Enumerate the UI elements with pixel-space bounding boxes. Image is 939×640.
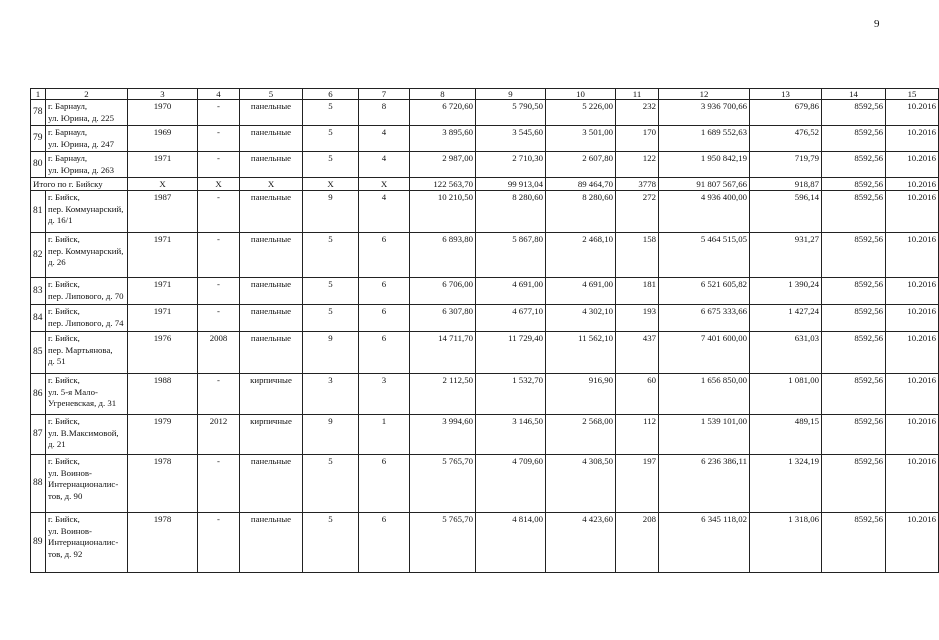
cell-c15: 10.2016 bbox=[886, 126, 939, 152]
cell-rec: - bbox=[198, 100, 240, 126]
cell-c12: 3 936 700,66 bbox=[659, 100, 750, 126]
cell-c12: 1 950 842,19 bbox=[659, 152, 750, 178]
col-header: 1 bbox=[31, 89, 46, 100]
cell-a8: 6 893,80 bbox=[410, 233, 476, 278]
cell-year: 1969 bbox=[128, 126, 198, 152]
table-row bbox=[31, 415, 939, 455]
cell-floors: 5 bbox=[303, 100, 359, 126]
cell-entr: 6 bbox=[359, 455, 410, 513]
cell-rec: - bbox=[198, 126, 240, 152]
cell-entr: 6 bbox=[359, 513, 410, 573]
cell-floors: 5 bbox=[303, 233, 359, 278]
cell-c14: 8592,56 bbox=[822, 100, 886, 126]
cell-a10: 4 308,50 bbox=[546, 455, 616, 513]
cell-floors: 3 bbox=[303, 374, 359, 415]
cell-c14: 8592,56 bbox=[822, 126, 886, 152]
cell-rec: 2008 bbox=[198, 332, 240, 374]
cell-wall: кирпичные bbox=[240, 415, 303, 455]
address-cell: г. Барнаул, ул. Юрина, д. 225 bbox=[46, 100, 128, 126]
cell-a9: 4 691,00 bbox=[476, 278, 546, 305]
cell-c15: 10.2016 bbox=[886, 152, 939, 178]
cell-c15: 10.2016 bbox=[886, 332, 939, 374]
cell-a10: 2 568,00 bbox=[546, 415, 616, 455]
table-row bbox=[31, 513, 939, 573]
cell-a8: 6 706,00 bbox=[410, 278, 476, 305]
cell-c14: 8592,56 bbox=[822, 191, 886, 233]
address-cell: г. Бийск, пер. Коммунарский, д. 26 bbox=[46, 233, 128, 278]
table-row bbox=[31, 152, 939, 178]
cell-wall: панельные bbox=[240, 305, 303, 332]
cell-floors: 5 bbox=[303, 126, 359, 152]
cell-c14: 8592,56 bbox=[822, 415, 886, 455]
housing-register-table bbox=[30, 88, 939, 573]
cell-a9: 4 814,00 bbox=[476, 513, 546, 573]
cell-entr: 1 bbox=[359, 415, 410, 455]
cell-c14: 8592,56 bbox=[822, 233, 886, 278]
cell-c13: 1 318,06 bbox=[750, 513, 822, 573]
cell-c11: 208 bbox=[616, 513, 659, 573]
cell-year: 1971 bbox=[128, 152, 198, 178]
cell-c13: 596,14 bbox=[750, 191, 822, 233]
cell-a9: 99 913,04 bbox=[476, 178, 546, 191]
cell-c14: 8592,56 bbox=[822, 305, 886, 332]
col-header: 9 bbox=[476, 89, 546, 100]
cell-c14: 8592,56 bbox=[822, 332, 886, 374]
cell-floors: 5 bbox=[303, 152, 359, 178]
table-row bbox=[31, 278, 939, 305]
cell-floors: 5 bbox=[303, 455, 359, 513]
cell-c11: 3778 bbox=[616, 178, 659, 191]
cell-a10: 2 468,10 bbox=[546, 233, 616, 278]
table-row bbox=[31, 332, 939, 374]
cell-c11: 193 bbox=[616, 305, 659, 332]
cell-year: 1987 bbox=[128, 191, 198, 233]
cell-rec: 2012 bbox=[198, 415, 240, 455]
col-header: 11 bbox=[616, 89, 659, 100]
address-cell: г. Бийск, ул. Воинов- Интернационалис- тов, д. 92 bbox=[46, 513, 128, 573]
address-cell: г. Бийск, пер. Липового, д. 74 bbox=[46, 305, 128, 332]
cell-floors: 9 bbox=[303, 332, 359, 374]
total-row bbox=[31, 178, 939, 191]
cell-year: 1970 bbox=[128, 100, 198, 126]
cell-c11: 170 bbox=[616, 126, 659, 152]
cell-year: 1971 bbox=[128, 305, 198, 332]
address-cell: г. Бийск, ул. 5-я Мало- Угреневская, д. 31 bbox=[46, 374, 128, 415]
cell-a10: 2 607,80 bbox=[546, 152, 616, 178]
cell-a10: 5 226,00 bbox=[546, 100, 616, 126]
cell-a8: 122 563,70 bbox=[410, 178, 476, 191]
cell-year: 1976 bbox=[128, 332, 198, 374]
cell-c15: 10.2016 bbox=[886, 100, 939, 126]
table-row bbox=[31, 455, 939, 513]
row-number: 80 bbox=[31, 152, 46, 178]
cell-c14: 8592,56 bbox=[822, 513, 886, 573]
row-number: 81 bbox=[31, 191, 46, 233]
cell-year: 1971 bbox=[128, 233, 198, 278]
row-number: 83 bbox=[31, 278, 46, 305]
address-cell: г. Бийск, пер. Мартьянова, д. 51 bbox=[46, 332, 128, 374]
row-number: 89 bbox=[31, 513, 46, 573]
cell-entr: 6 bbox=[359, 332, 410, 374]
row-number: 79 bbox=[31, 126, 46, 152]
cell-floors: X bbox=[303, 178, 359, 191]
cell-c15: 10.2016 bbox=[886, 191, 939, 233]
cell-a8: 6 307,80 bbox=[410, 305, 476, 332]
col-header: 14 bbox=[822, 89, 886, 100]
cell-floors: 9 bbox=[303, 415, 359, 455]
cell-c15: 10.2016 bbox=[886, 278, 939, 305]
cell-c15: 10.2016 bbox=[886, 455, 939, 513]
cell-c12: 6 521 605,82 bbox=[659, 278, 750, 305]
cell-a8: 3 895,60 bbox=[410, 126, 476, 152]
cell-year: 1971 bbox=[128, 278, 198, 305]
cell-entr: X bbox=[359, 178, 410, 191]
cell-a10: 11 562,10 bbox=[546, 332, 616, 374]
cell-a10: 4 423,60 bbox=[546, 513, 616, 573]
cell-c13: 1 324,19 bbox=[750, 455, 822, 513]
cell-c12: 6 675 333,66 bbox=[659, 305, 750, 332]
table-row bbox=[31, 233, 939, 278]
page-number: 9 bbox=[874, 18, 880, 30]
cell-c12: 1 539 101,00 bbox=[659, 415, 750, 455]
cell-rec: - bbox=[198, 278, 240, 305]
cell-year: 1978 bbox=[128, 513, 198, 573]
address-cell: г. Барнаул, ул. Юрина, д. 263 bbox=[46, 152, 128, 178]
cell-c12: 1 689 552,63 bbox=[659, 126, 750, 152]
table-row bbox=[31, 374, 939, 415]
col-header: 10 bbox=[546, 89, 616, 100]
cell-a10: 3 501,00 bbox=[546, 126, 616, 152]
cell-entr: 4 bbox=[359, 152, 410, 178]
col-header: 5 bbox=[240, 89, 303, 100]
cell-wall: панельные bbox=[240, 332, 303, 374]
cell-year: 1978 bbox=[128, 455, 198, 513]
cell-c15: 10.2016 bbox=[886, 305, 939, 332]
cell-rec: - bbox=[198, 455, 240, 513]
cell-a9: 3 146,50 bbox=[476, 415, 546, 455]
row-number: 78 bbox=[31, 100, 46, 126]
col-header: 8 bbox=[410, 89, 476, 100]
cell-rec: - bbox=[198, 305, 240, 332]
cell-rec: - bbox=[198, 233, 240, 278]
address-cell: г. Бийск, ул. В.Максимовой, д. 21 bbox=[46, 415, 128, 455]
cell-entr: 6 bbox=[359, 233, 410, 278]
cell-entr: 3 bbox=[359, 374, 410, 415]
cell-a8: 5 765,70 bbox=[410, 513, 476, 573]
table-row bbox=[31, 126, 939, 152]
cell-a9: 5 790,50 bbox=[476, 100, 546, 126]
cell-a9: 5 867,80 bbox=[476, 233, 546, 278]
cell-c15: 10.2016 bbox=[886, 415, 939, 455]
cell-a10: 4 302,10 bbox=[546, 305, 616, 332]
cell-floors: 5 bbox=[303, 513, 359, 573]
cell-year: 1988 bbox=[128, 374, 198, 415]
col-header: 13 bbox=[750, 89, 822, 100]
cell-c12: 7 401 600,00 bbox=[659, 332, 750, 374]
cell-wall: панельные bbox=[240, 233, 303, 278]
address-cell: г. Бийск, пер. Коммунарский, д. 16/1 bbox=[46, 191, 128, 233]
col-header: 15 bbox=[886, 89, 939, 100]
col-header: 7 bbox=[359, 89, 410, 100]
cell-wall: панельные bbox=[240, 191, 303, 233]
cell-entr: 6 bbox=[359, 305, 410, 332]
cell-a8: 3 994,60 bbox=[410, 415, 476, 455]
cell-c12: 5 464 515,05 bbox=[659, 233, 750, 278]
cell-a9: 4 677,10 bbox=[476, 305, 546, 332]
cell-a8: 10 210,50 bbox=[410, 191, 476, 233]
cell-c13: 489,15 bbox=[750, 415, 822, 455]
cell-floors: 5 bbox=[303, 278, 359, 305]
cell-wall: панельные bbox=[240, 455, 303, 513]
cell-c11: 232 bbox=[616, 100, 659, 126]
cell-a10: 4 691,00 bbox=[546, 278, 616, 305]
column-number-row bbox=[31, 89, 939, 100]
cell-a10: 916,90 bbox=[546, 374, 616, 415]
col-header: 3 bbox=[128, 89, 198, 100]
cell-c14: 8592,56 bbox=[822, 152, 886, 178]
cell-c13: 631,03 bbox=[750, 332, 822, 374]
cell-rec: - bbox=[198, 191, 240, 233]
cell-a8: 6 720,60 bbox=[410, 100, 476, 126]
cell-a8: 2 112,50 bbox=[410, 374, 476, 415]
cell-c12: 1 656 850,00 bbox=[659, 374, 750, 415]
cell-c11: 60 bbox=[616, 374, 659, 415]
cell-c11: 181 bbox=[616, 278, 659, 305]
cell-c11: 112 bbox=[616, 415, 659, 455]
cell-c11: 437 bbox=[616, 332, 659, 374]
cell-a8: 14 711,70 bbox=[410, 332, 476, 374]
cell-c15: 10.2016 bbox=[886, 374, 939, 415]
cell-c11: 272 bbox=[616, 191, 659, 233]
col-header: 12 bbox=[659, 89, 750, 100]
cell-c13: 1 427,24 bbox=[750, 305, 822, 332]
cell-wall: кирпичные bbox=[240, 374, 303, 415]
cell-wall: панельные bbox=[240, 152, 303, 178]
cell-year: X bbox=[128, 178, 198, 191]
cell-wall: панельные bbox=[240, 126, 303, 152]
cell-c15: 10.2016 bbox=[886, 233, 939, 278]
cell-floors: 5 bbox=[303, 305, 359, 332]
cell-entr: 8 bbox=[359, 100, 410, 126]
total-label: Итого по г. Бийску bbox=[31, 178, 128, 191]
cell-rec: X bbox=[198, 178, 240, 191]
row-number: 82 bbox=[31, 233, 46, 278]
cell-c13: 918,87 bbox=[750, 178, 822, 191]
cell-c14: 8592,56 bbox=[822, 278, 886, 305]
cell-wall: панельные bbox=[240, 278, 303, 305]
cell-c14: 8592,56 bbox=[822, 374, 886, 415]
cell-a9: 11 729,40 bbox=[476, 332, 546, 374]
cell-c14: 8592,56 bbox=[822, 455, 886, 513]
cell-a9: 4 709,60 bbox=[476, 455, 546, 513]
cell-c14: 8592,56 bbox=[822, 178, 886, 191]
cell-c13: 679,86 bbox=[750, 100, 822, 126]
cell-c13: 1 390,24 bbox=[750, 278, 822, 305]
row-number: 87 bbox=[31, 415, 46, 455]
col-header: 4 bbox=[198, 89, 240, 100]
cell-rec: - bbox=[198, 152, 240, 178]
cell-a9: 8 280,60 bbox=[476, 191, 546, 233]
row-number: 86 bbox=[31, 374, 46, 415]
row-number: 85 bbox=[31, 332, 46, 374]
cell-a10: 8 280,60 bbox=[546, 191, 616, 233]
cell-a8: 2 987,00 bbox=[410, 152, 476, 178]
cell-c11: 158 bbox=[616, 233, 659, 278]
cell-a9: 2 710,30 bbox=[476, 152, 546, 178]
cell-wall: панельные bbox=[240, 513, 303, 573]
cell-c15: 10.2016 bbox=[886, 513, 939, 573]
cell-wall: X bbox=[240, 178, 303, 191]
cell-rec: - bbox=[198, 513, 240, 573]
cell-floors: 9 bbox=[303, 191, 359, 233]
address-cell: г. Бийск, пер. Липового, д. 70 bbox=[46, 278, 128, 305]
table-row bbox=[31, 100, 939, 126]
cell-c13: 1 081,00 bbox=[750, 374, 822, 415]
cell-c15: 10.2016 bbox=[886, 178, 939, 191]
cell-c13: 476,52 bbox=[750, 126, 822, 152]
col-header: 2 bbox=[46, 89, 128, 100]
cell-c12: 6 345 118,02 bbox=[659, 513, 750, 573]
cell-c11: 197 bbox=[616, 455, 659, 513]
cell-c11: 122 bbox=[616, 152, 659, 178]
cell-c12: 4 936 400,00 bbox=[659, 191, 750, 233]
cell-entr: 4 bbox=[359, 126, 410, 152]
cell-c13: 719,79 bbox=[750, 152, 822, 178]
cell-c13: 931,27 bbox=[750, 233, 822, 278]
cell-a10: 89 464,70 bbox=[546, 178, 616, 191]
table-row bbox=[31, 191, 939, 233]
cell-a9: 3 545,60 bbox=[476, 126, 546, 152]
cell-entr: 4 bbox=[359, 191, 410, 233]
cell-entr: 6 bbox=[359, 278, 410, 305]
cell-a9: 1 532,70 bbox=[476, 374, 546, 415]
col-header: 6 bbox=[303, 89, 359, 100]
cell-wall: панельные bbox=[240, 100, 303, 126]
address-cell: г. Барнаул, ул. Юрина, д. 247 bbox=[46, 126, 128, 152]
cell-year: 1979 bbox=[128, 415, 198, 455]
table-row bbox=[31, 305, 939, 332]
cell-rec: - bbox=[198, 374, 240, 415]
cell-c12: 91 807 567,66 bbox=[659, 178, 750, 191]
row-number: 84 bbox=[31, 305, 46, 332]
cell-a8: 5 765,70 bbox=[410, 455, 476, 513]
cell-c12: 6 236 386,11 bbox=[659, 455, 750, 513]
table-body bbox=[31, 100, 939, 573]
row-number: 88 bbox=[31, 455, 46, 513]
address-cell: г. Бийск, ул. Воинов- Интернационалис- тов, д. 90 bbox=[46, 455, 128, 513]
